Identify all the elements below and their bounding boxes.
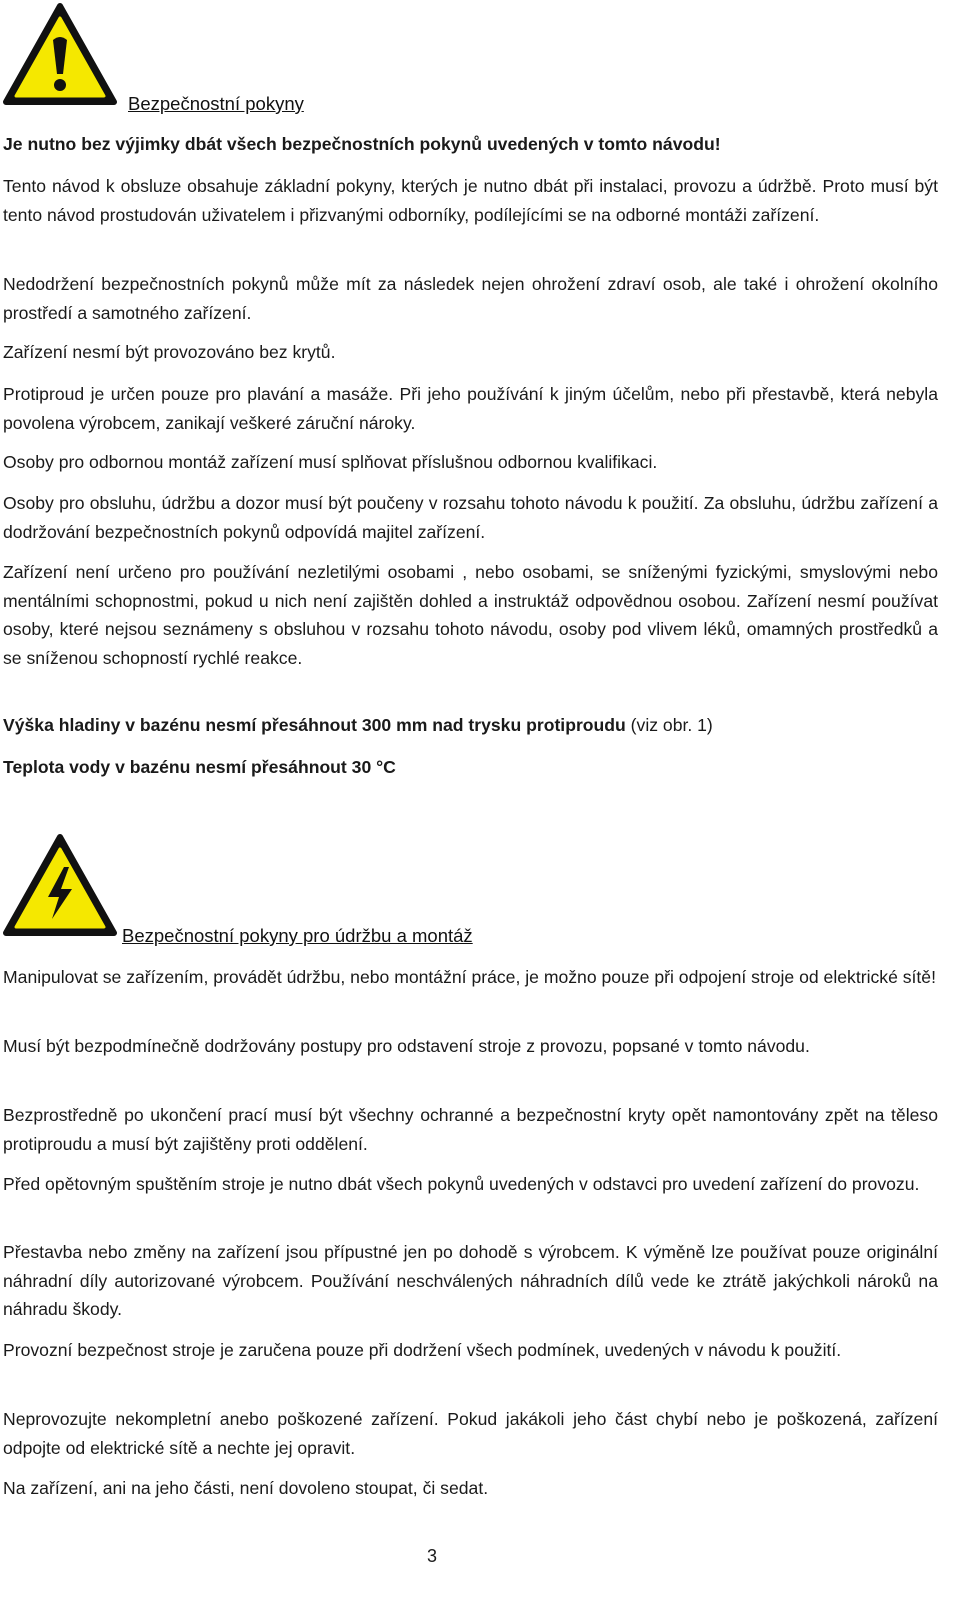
paragraph: Osoby pro odbornou montáž zařízení musí splňovat příslušnou odbornou kvalifikaci. [3,452,658,472]
water-level-note [3,711,938,740]
electric-hazard-icon [2,833,118,939]
paragraph: Provozní bezpečnost stroje je zaručena pouze při dodržení všech podmínek, uvedených v návodu k použití. [3,1340,842,1360]
paragraph: Zařízení nesmí být provozováno bez krytů. [3,342,336,362]
paragraph: Manipulovat se zařízením, provádět údržbu, nebo montážní práce, je možno pouze při odpojení stroje od elektrické sítě! [3,967,936,987]
paragraph: Bezprostředně po ukončení prací musí být všechny ochranné a bezpečnostní kryty opět namontovány zpět na těleso protiproudu a musí být zajištěny proti oddělení. [3,1105,938,1154]
paragraph: Přestavba nebo změny na zařízení jsou přípustné jen po dohodě s výrobcem. K výměně lze používat pouze originální náhradní díly autorizované výrobcem. Používání neschválených náhradních dílů vede ke ztrátě jakýchkoli nároků na náhradu škody. [3,1242,938,1319]
paragraph: Na zařízení, ani na jeho části, není dovoleno stoupat, či sedat. [3,1478,489,1498]
section-heading-safety: Bezpečnostní pokyny [128,93,304,114]
paragraph: Neprovozujte nekompletní anebo poškozené zařízení. Pokud jakákoli jeho část chybí nebo je poškozená, zařízení odpojte od elektrické sítě a nechte jej opravit. [3,1409,938,1458]
paragraph: Tento návod k obsluze obsahuje základní pokyny, kterých je nutno dbát při instalaci, provozu a údržbě. Proto musí být tento návod prostudován uživatelem i přizvanými odborníky, podílejícími se na odborné montáži zařízení. [3,176,938,225]
paragraph: Zařízení není určeno pro používání nezletilými osobami , nebo osobami, se sníženými fyzickými, smyslovými nebo mentálními schopnostmi, pokud u nich není zajištěn dohled a instruktáž odpovědnou osobou. Zařízení nesmí používat osoby, které nejsou seznámeny s obsluhou v rozsahu tohoto návodu, osoby pod vlivem léků, omamných prostředků a se sníženou schopností rychlé reakce. [3,562,938,668]
paragraph: Musí být bezpodmínečně dodržovány postupy pro odstavení stroje z provozu, popsané v tomto návodu. [3,1036,810,1056]
section-heading-maintenance: Bezpečnostní pokyny pro údržbu a montáž [122,925,473,946]
paragraph: Před opětovným spuštěním stroje je nutno dbát všech pokynů uvedených v odstavci pro uvedení zařízení do provozu. [3,1174,920,1194]
lead-statement: Je nutno bez výjimky dbát všech bezpečnostních pokynů uvedených v tomto návodu! [3,134,721,154]
paragraph: Protiproud je určen pouze pro plavání a masáže. Při jeho používání k jiným účelům, nebo při přestavbě, která nebyla povolena výrobcem, zanikají veškeré záruční nároky. [3,384,938,433]
water-temperature-note: Teplota vody v bazénu nesmí přesáhnout 30 °C [3,757,396,777]
paragraph: Nedodržení bezpečnostních pokynů může mít za následek nejen ohrožení zdraví osob, ale také i ohrožení okolního prostředí a samotného zařízení. [3,274,938,323]
water-level-ref: (viz obr. 1) [625,715,713,735]
page-number: 3 [426,1546,437,1566]
warning-exclamation-icon [2,2,118,108]
paragraph: Osoby pro obsluhu, údržbu a dozor musí být poučeny v rozsahu tohoto návodu k použití. Za obsluhu, údržbu zařízení a dodržování bezpečnostních pokynů odpovídá majitel zařízení. [3,493,938,542]
water-level-bold: Výška hladiny v bazénu nesmí přesáhnout 300 mm nad trysku protiproudu [3,715,626,735]
